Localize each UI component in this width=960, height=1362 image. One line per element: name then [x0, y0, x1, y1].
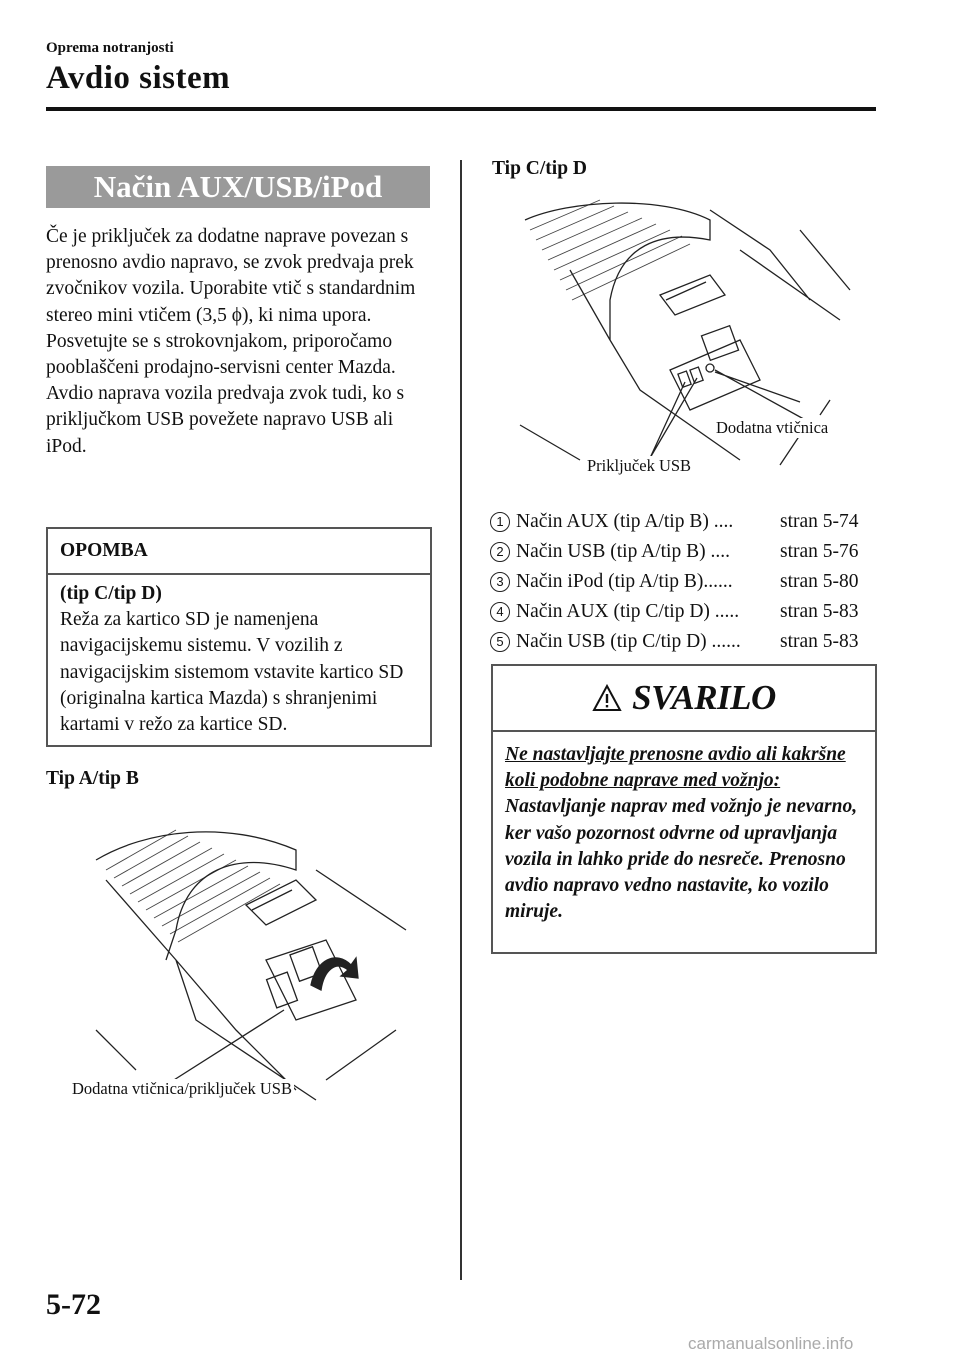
usb-port-icon	[678, 371, 691, 387]
mode-name: Način USB (tip A/tip B)	[516, 541, 706, 562]
item-number: 3	[490, 572, 510, 592]
list-item	[490, 597, 876, 627]
page-reference: stran 5-80	[780, 571, 859, 592]
warning-triangle-icon	[592, 684, 622, 712]
watermark: carmanualsonline.info	[688, 1334, 854, 1353]
leader-line-usb	[650, 378, 697, 458]
mode-name: Način USB (tip C/tip D)	[516, 631, 707, 652]
aux-jack-icon	[706, 364, 714, 372]
armrest-outline	[525, 203, 710, 340]
list-item	[490, 537, 876, 567]
item-number: 5	[490, 632, 510, 652]
chapter-title: Avdio sistem	[46, 60, 231, 96]
figure-cd-label-usb: Priključek USB	[587, 456, 692, 475]
figure-ab-label: Dodatna vtičnica/priključek USB	[72, 1079, 292, 1098]
console-side	[106, 880, 316, 1100]
header-rule	[46, 107, 876, 111]
cup-holder	[660, 275, 725, 315]
page-number: 5-72	[46, 1288, 101, 1321]
warning-underlined-text: Ne nastavljajte prenosne avdio ali kakršne koli podobne naprave med vožnjo:	[505, 744, 846, 792]
note-body	[48, 575, 430, 738]
figure-ab-caption: Tip A/tip B	[46, 768, 139, 789]
note-subheading: (tip C/tip D)	[60, 583, 162, 604]
mode-name: Način iPod (tip A/tip B)	[516, 571, 704, 592]
socket-panel	[670, 340, 760, 410]
note-heading: OPOMBA	[48, 529, 430, 575]
list-item	[490, 567, 876, 597]
warning-title: SVARILO	[632, 678, 776, 717]
page-reference: stran 5-83	[780, 601, 859, 622]
list-item	[490, 627, 876, 657]
note-box	[46, 527, 432, 747]
mode-dots: .....	[709, 601, 740, 622]
mode-name: Način AUX (tip A/tip B)	[516, 511, 709, 532]
mode-banner: Način AUX/USB/iPod	[46, 166, 430, 208]
usb-aux-socket-icon	[267, 972, 298, 1008]
armrest-hatching	[106, 830, 280, 942]
warning-text: Nastavljanje naprav med vožnjo je nevarno, ker vašo pozornost odvrne od upravljanja vozila in lahko pride do nesreče. Prenosno avdio napravo vedno nastavite, ko vozilo miruje.	[505, 796, 858, 923]
cup-holder	[246, 880, 316, 925]
item-number: 1	[490, 512, 510, 532]
figure-cd-caption: Tip C/tip D	[492, 158, 588, 179]
mode-dots: ......	[706, 631, 741, 652]
intro-paragraph-2: Avdio naprava vozila predvaja zvok tudi, ko s priključkom USB povežete napravo USB ali iPod.	[46, 383, 405, 457]
armrest-hatching	[530, 200, 690, 300]
console-illustration-ab	[66, 810, 426, 1110]
page-reference: stran 5-76	[780, 541, 859, 562]
intro-paragraph-1: Če je priključek za dodatne naprave povezan s prenosno avdio napravo, se zvok predvaja prek zvočnikov vozila. Uporabite vtič s standardnim stereo mini vtičem (3,5 ϕ), ki nima upora. Posvetujte se s strokovnjakom, priporočamo pooblaščeni prodajno-servisni center Mazda.	[46, 226, 416, 379]
note-text: Reža za kartico SD je namenjena navigacijskemu sistemu. V vozilih z navigacijskim sistemom vstavite kartico SD (originalna kartica Mazda) s shranjenimi kartami v režo za kartice SD.	[60, 609, 404, 736]
armrest-outline	[96, 832, 296, 960]
socket-panel	[266, 940, 356, 1020]
leader-line	[166, 1010, 284, 1085]
warning-header	[493, 666, 875, 732]
page-reference: stran 5-74	[780, 511, 859, 532]
mode-dots: ....	[705, 541, 730, 562]
item-number: 4	[490, 602, 510, 622]
item-number: 2	[490, 542, 510, 562]
column-divider	[460, 160, 462, 1280]
warning-box	[491, 664, 877, 954]
intro-text	[46, 224, 436, 460]
bg-lines	[710, 210, 850, 320]
warning-body	[493, 732, 875, 925]
mode-list	[490, 507, 876, 657]
mode-dots: ....	[708, 511, 734, 532]
mode-dots: ......	[703, 571, 733, 592]
usb-port-icon	[690, 367, 703, 383]
section-label: Oprema notranjosti	[46, 40, 174, 56]
figure-cd-label-aux: Dodatna vtičnica	[716, 418, 829, 437]
page-reference: stran 5-83	[780, 631, 859, 652]
list-item	[490, 507, 876, 537]
bg-lines	[96, 870, 406, 1080]
mode-name: Način AUX (tip C/tip D)	[516, 601, 710, 622]
